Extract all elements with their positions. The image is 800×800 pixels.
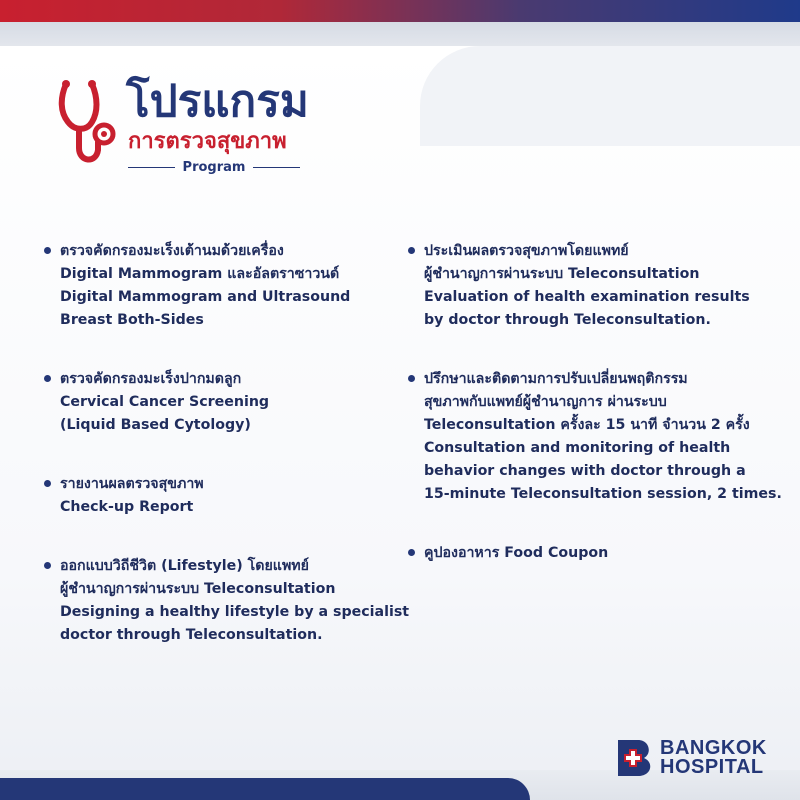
- list-item: [42, 240, 392, 332]
- item-text: Evaluation of health examination results: [424, 289, 750, 305]
- title-sub: การตรวจสุขภาพ: [128, 129, 287, 154]
- bangkok-hospital-logo-icon: [616, 738, 654, 778]
- item-text: Digital Mammogram และอัลตราซาวนด์: [60, 266, 340, 282]
- bottom-navy-bar: [0, 778, 530, 800]
- item-text: behavior changes with doctor through a: [424, 463, 746, 479]
- list-item: [406, 542, 776, 565]
- logo-line-1: BANGKOK: [660, 737, 767, 759]
- program-label: Program: [182, 160, 246, 175]
- logo-line-2: HOSPITAL: [660, 756, 764, 778]
- item-text: ออกแบบวิถีชีวิต (Lifestyle) โดยแพทย์: [60, 558, 309, 574]
- card-curve-decoration: [420, 46, 800, 146]
- left-column: [42, 240, 410, 683]
- list-item: [42, 473, 392, 519]
- item-text: Consultation and monitoring of health: [424, 440, 731, 456]
- list-item: [406, 368, 782, 506]
- item-text: ปรึกษาและติดตามการปรับเปลี่ยนพฤติกรรม: [424, 371, 688, 387]
- bullet-icon: [44, 375, 51, 382]
- top-gradient-bar: [0, 0, 800, 22]
- bullet-icon: [408, 549, 415, 556]
- item-text: สุขภาพกับแพทย์ผู้ชำนาญการ ผ่านระบบ: [424, 394, 667, 410]
- divider-left: [128, 167, 175, 168]
- logo-text: [660, 739, 767, 777]
- title-program: [128, 160, 300, 175]
- item-text: (Liquid Based Cytology): [60, 417, 251, 433]
- bullet-icon: [408, 375, 415, 382]
- bullet-icon: [44, 562, 51, 569]
- item-text: ตรวจคัดกรองมะเร็งเต้านมด้วยเครื่อง: [60, 243, 284, 259]
- item-text: Teleconsultation ครั้งละ 15 นาที จำนวน 2 ครั้ง: [424, 417, 750, 433]
- right-column: [406, 240, 782, 601]
- bullet-icon: [408, 247, 415, 254]
- item-text: รายงานผลตรวจสุขภาพ: [60, 476, 204, 492]
- item-text: ตรวจคัดกรองมะเร็งปากมดลูก: [60, 371, 242, 387]
- item-text: ประเมินผลตรวจสุขภาพโดยแพทย์: [424, 243, 629, 259]
- item-text: Designing a healthy lifestyle by a specialist: [60, 604, 410, 620]
- title-main: โปรแกรม: [126, 76, 309, 127]
- list-item: [42, 555, 410, 647]
- bullet-icon: [44, 480, 51, 487]
- item-text: ผู้ชำนาญการผ่านระบบ Teleconsultation: [60, 581, 336, 597]
- item-text: Cervical Cancer Screening: [60, 394, 270, 410]
- stethoscope-icon: [58, 78, 120, 174]
- item-text: คูปองอาหาร Food Coupon: [424, 545, 609, 561]
- list-item: [42, 368, 392, 437]
- item-text: Breast Both-Sides: [60, 312, 204, 328]
- list-item: [406, 240, 776, 332]
- item-text: Digital Mammogram and Ultrasound: [60, 289, 351, 305]
- item-text: Check-up Report: [60, 499, 194, 515]
- bullet-icon: [44, 247, 51, 254]
- bangkok-hospital-logo: [616, 738, 767, 778]
- item-text: 15-minute Teleconsultation session, 2 times.: [424, 486, 782, 502]
- divider-right: [253, 167, 300, 168]
- item-text: by doctor through Teleconsultation.: [424, 312, 711, 328]
- item-text: ผู้ชำนาญการผ่านระบบ Teleconsultation: [424, 266, 700, 282]
- item-text: doctor through Teleconsultation.: [60, 627, 323, 643]
